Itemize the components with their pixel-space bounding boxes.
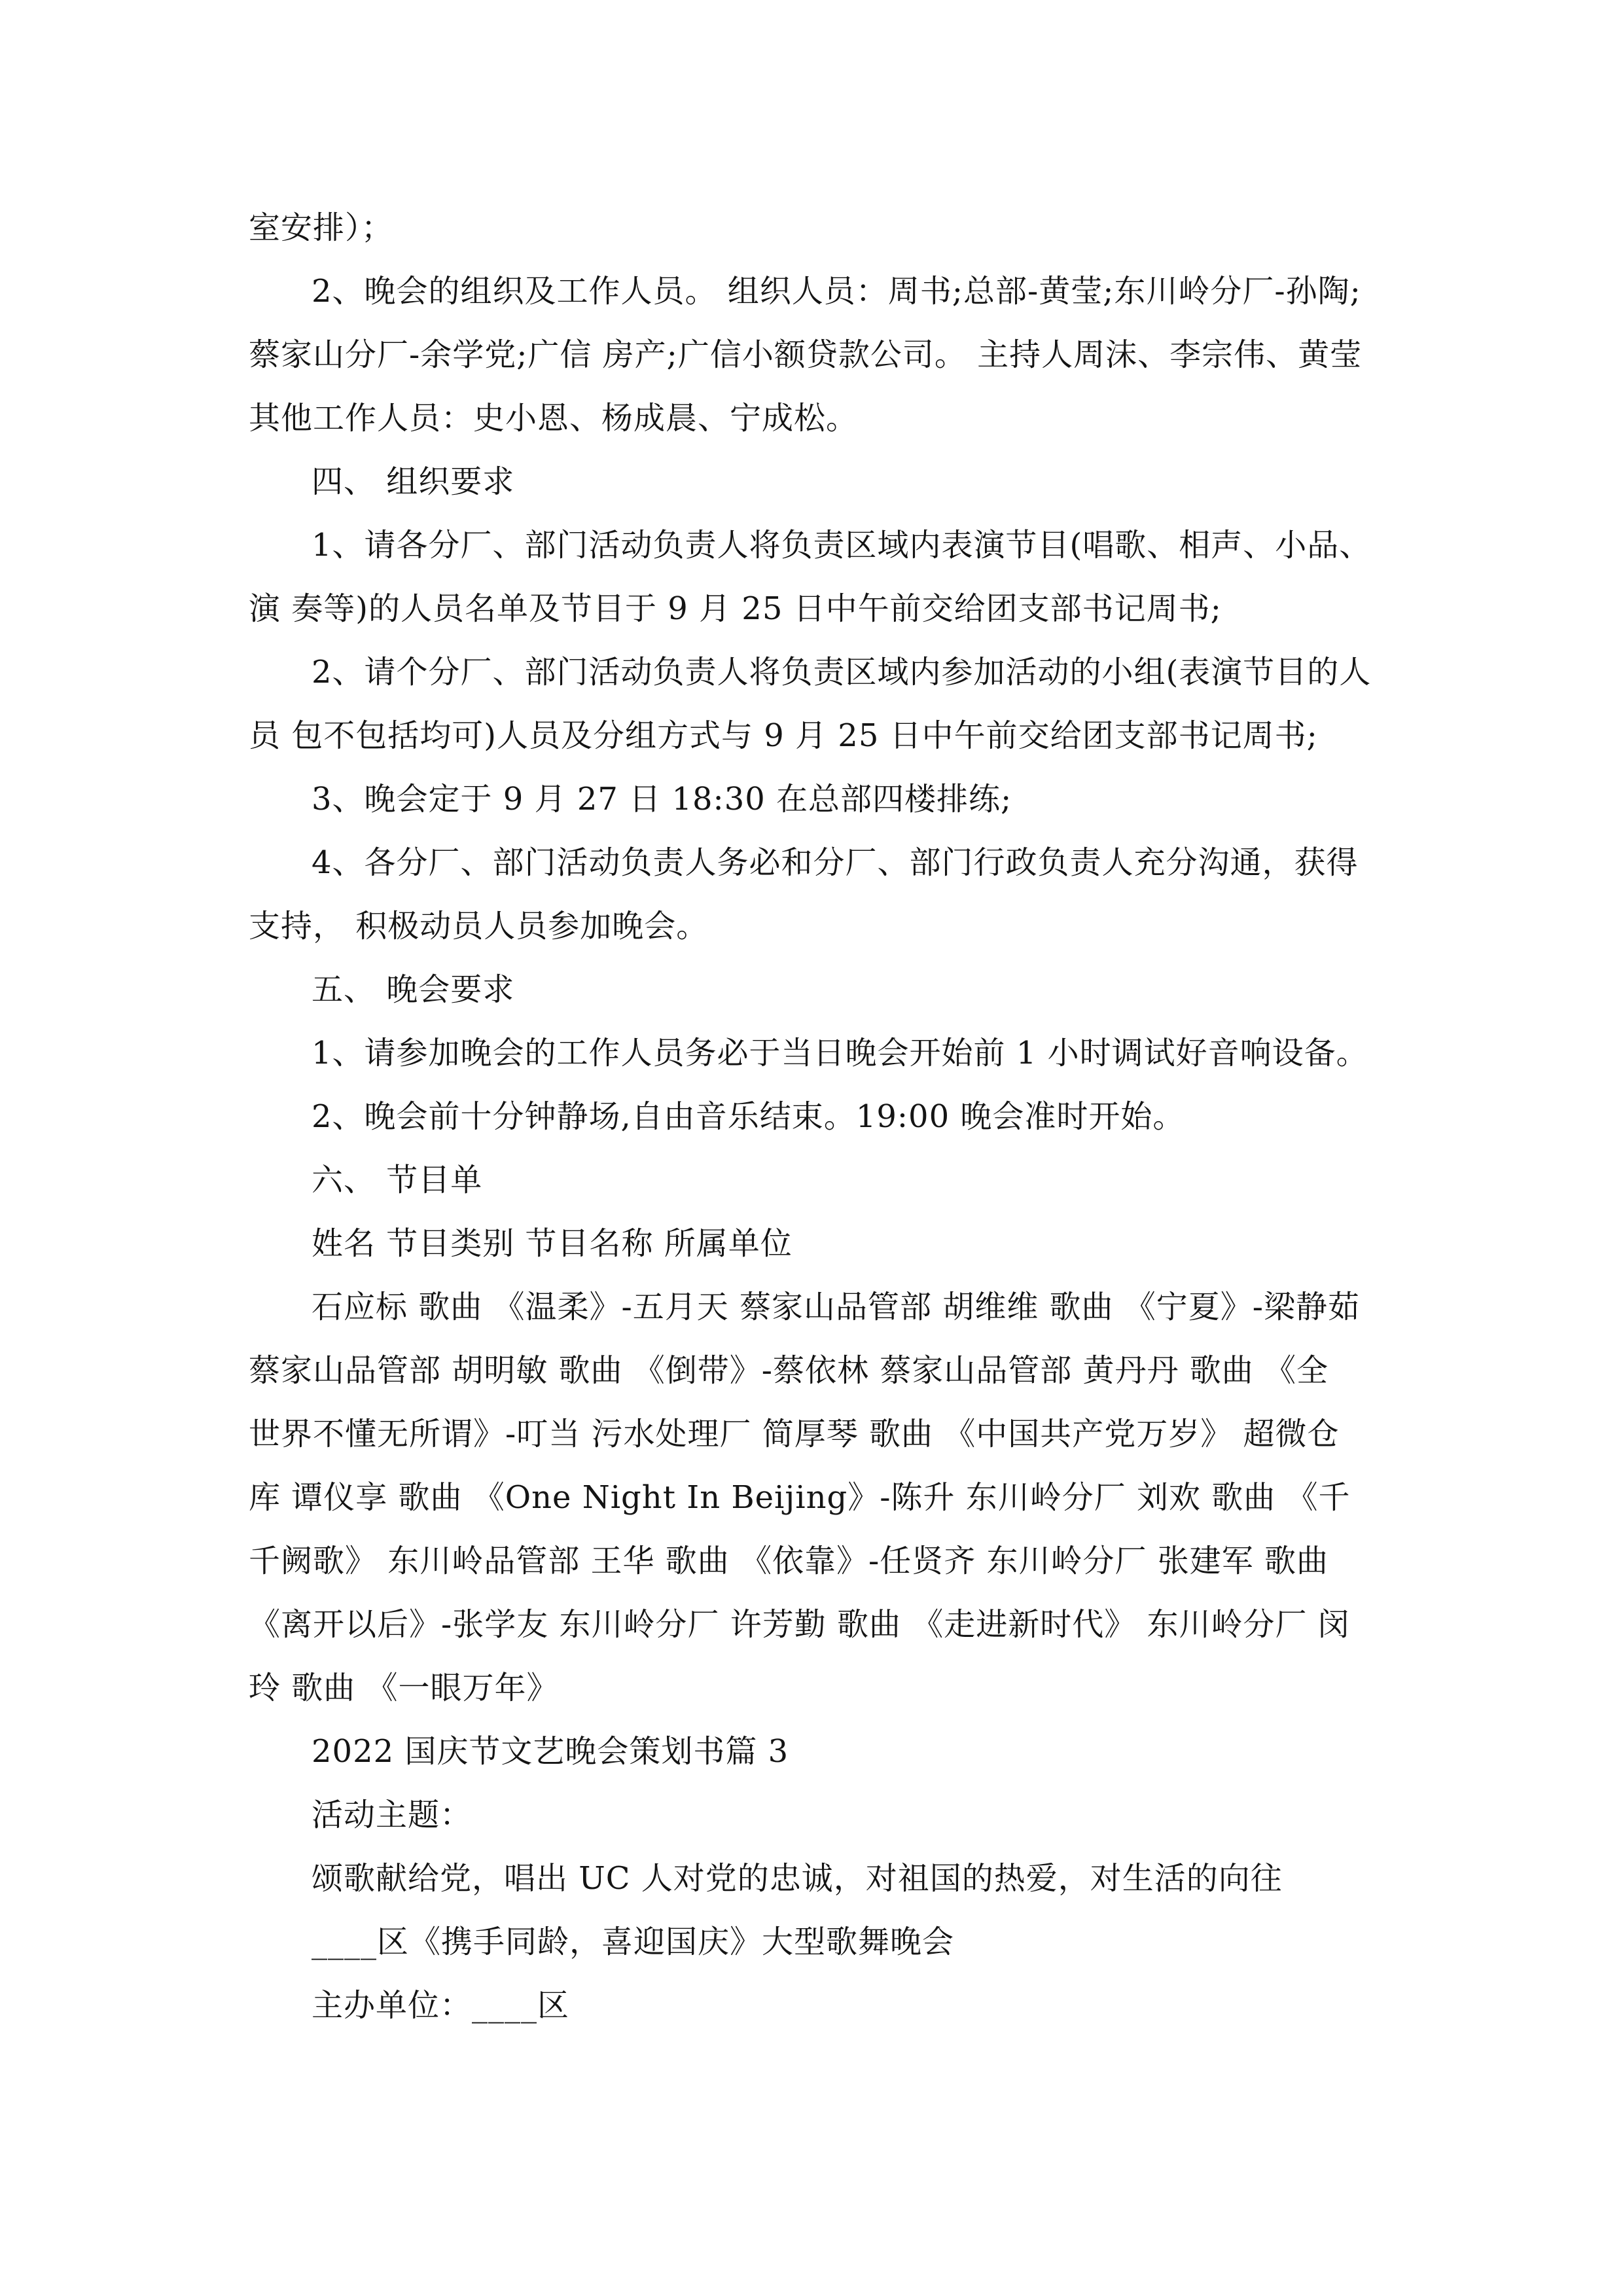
- text-line: 3、晚会定于 9 月 27 日 18:30 在总部四楼排练;: [312, 781, 1012, 817]
- text-line: 室安排）；: [249, 209, 394, 246]
- section-heading: 五、 晚会要求: [312, 971, 515, 1008]
- text-line: 千阙歌》 东川岭品管部 王华 歌曲 《依靠》-任贤齐 东川岭分厂 张建军 歌曲: [249, 1543, 1329, 1579]
- text-line: 石应标 歌曲 《温柔》-五月天 蔡家山品管部 胡维维 歌曲 《宁夏》-梁静茹: [312, 1289, 1360, 1325]
- text-line: 玲 歌曲 《一眼万年》: [249, 1670, 559, 1706]
- text-line: 2、晚会前十分钟静场,自由音乐结束。19:00 晚会准时开始。: [312, 1098, 1185, 1135]
- article-title: 2022 国庆节文艺晚会策划书篇 3: [312, 1733, 789, 1770]
- text-line: 员 包不包括均可)人员及分组方式与 9 月 25 日中午前交给团支部书记周书;: [249, 717, 1318, 754]
- section-heading: 六、 节目单: [312, 1162, 483, 1198]
- text-line: 库 谭仪享 歌曲 《One Night In Beijing》-陈升 东川岭分厂 刘欢 歌曲 《千: [249, 1479, 1351, 1516]
- text-line: 蔡家山分厂-余学党;广信 房产;广信小额贷款公司。 主持人周沫、李宗伟、黄莹: [249, 336, 1363, 373]
- text-line: 1、请各分厂、部门活动负责人将负责区域内表演节目(唱歌、相声、小品、: [312, 527, 1372, 564]
- text-line: 主办单位：____区: [312, 1987, 570, 2024]
- text-line: 《离开以后》-张学友 东川岭分厂 许芳勤 歌曲 《走进新时代》 东川岭分厂 闵: [249, 1606, 1350, 1643]
- program-header: 姓名 节目类别 节目名称 所属单位: [312, 1225, 793, 1262]
- text-line: 其他工作人员：史小恩、杨成晨、宁成松。: [249, 400, 859, 437]
- section-heading: 四、 组织要求: [312, 463, 515, 500]
- text-line: 演 奏等)的人员名单及节目于 9 月 25 日中午前交给团支部书记周书;: [249, 590, 1222, 627]
- text-line: 4、各分厂、部门活动负责人务必和分厂、部门行政负责人充分沟通，获得: [312, 844, 1359, 881]
- text-line: 1、请参加晚会的工作人员务必于当日晚会开始前 1 小时调试好音响设备。: [312, 1035, 1368, 1071]
- text-line: 活动主题：: [312, 1797, 473, 1833]
- text-line: 颂歌献给党，唱出 UC 人对党的忠诚，对祖国的热爱，对生活的向往: [312, 1860, 1283, 1897]
- text-line: 世界不懂无所谓》-叮当 污水处理厂 简厚琴 歌曲 《中国共产党万岁》 超微仓: [249, 1416, 1340, 1452]
- text-line: 2、请个分厂、部门活动负责人将负责区域内参加活动的小组(表演节目的人: [312, 654, 1372, 691]
- text-line: ____区《携手同龄，喜迎国庆》大型歌舞晚会: [312, 1924, 955, 1960]
- text-line: 支持， 积极动员人员参加晚会。: [249, 908, 709, 944]
- text-line: 2、晚会的组织及工作人员。 组织人员：周书;总部-黄莹;东川岭分厂-孙陶;: [312, 273, 1361, 310]
- text-line: 蔡家山品管部 胡明敏 歌曲 《倒带》-蔡依林 蔡家山品管部 黄丹丹 歌曲 《全: [249, 1352, 1329, 1389]
